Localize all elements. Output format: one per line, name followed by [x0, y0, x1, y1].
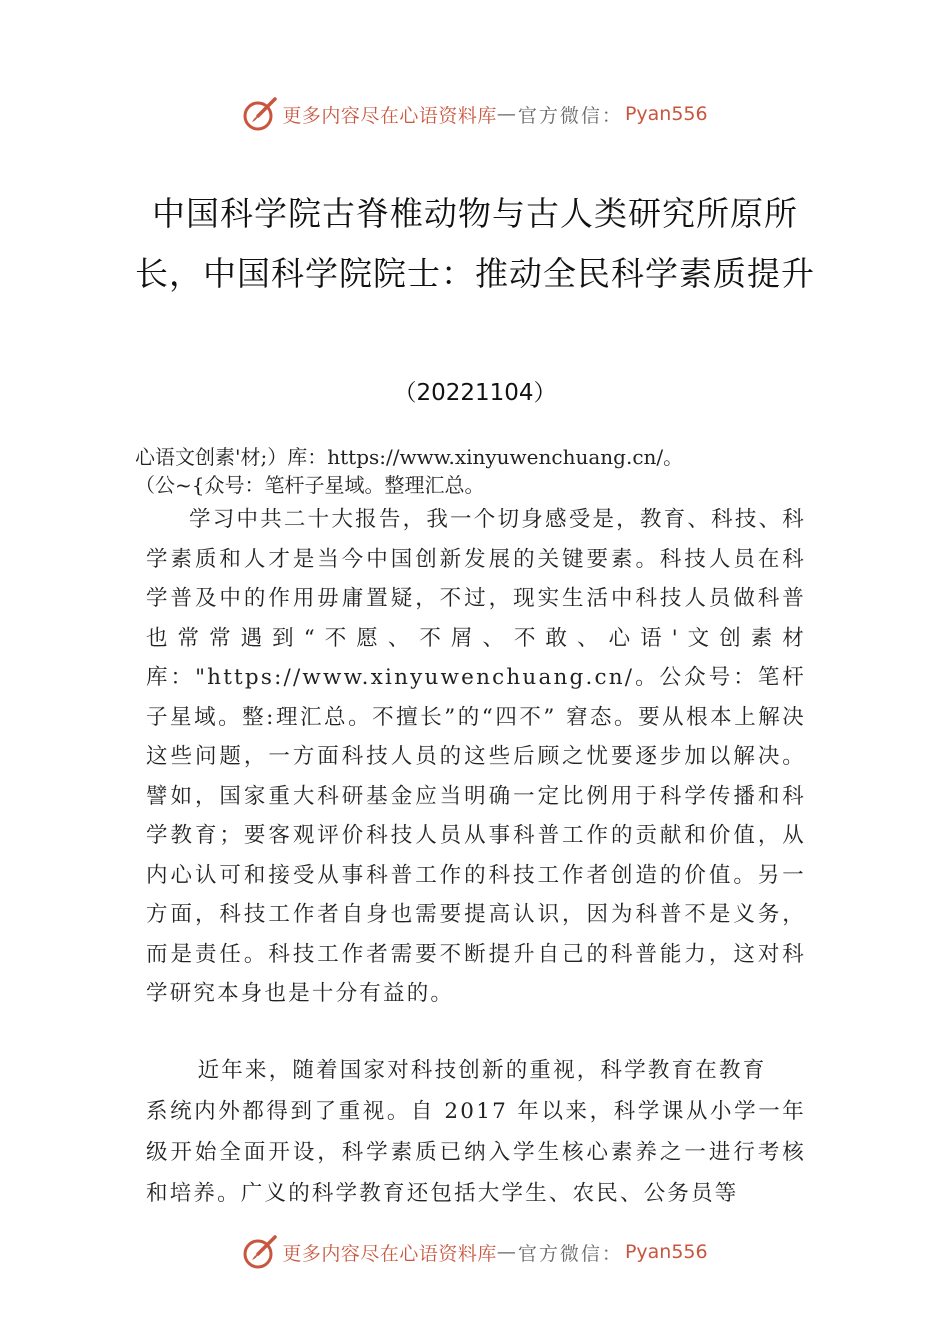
header-banner	[0, 94, 950, 134]
body-paragraph-2	[146, 1050, 806, 1214]
document-date: （20221104）	[393, 380, 557, 406]
source-line-1: 心语文创素'材;）库：https://www.xinyuwenchuang.cn/。	[135, 445, 684, 469]
banner-wechat-id: Pyan556	[624, 103, 708, 125]
body-paragraph-1: 学习中共二十大报告，我一个切身感受是，教育、科技、科学素质和人才是当今中国创新发展的关键要素。科技人员在科学普及中的作用毋庸置疑，不过，现实生活中科技人员做科普也常常遇到“不愿、不屑、不敢、心语'文创素材库："https://www.xinyuwenchuang.cn/。公众号：笔杆子星域。整:理汇总。不擅长”的“四不” 窘态。要从根本上解决这些问题，一方面科技人员的这些后顾之忧要逐步加以解决。譬如，国家重大科研基金应当明确一定比例用于科学传播和科学教育；要客观评价科技人员从事科普工作的贡献和价值，从内心认可和接受从事科普工作的科技工作者创造的价值。另一方面，科技工作者自身也需要提高认识，因为科普不是义务，而是责任。科技工作者需要不断提升自己的科普能力，这对科学研究本身也是十分有益的。	[146, 507, 806, 1006]
document-title: 中国科学院古脊椎动物与古人类研究所原所长，中国科学院院士：推动全民科学素质提升	[135, 194, 815, 293]
body-paragraph-2-lead: 近年来，随着国家对科技创新的重视，科学教育在教育	[197, 1058, 767, 1083]
source-note	[135, 443, 835, 499]
footer-banner	[0, 1232, 950, 1272]
footer-dash: —	[496, 1241, 518, 1263]
body-paragraph-2-rest: 系统内外都得到了重视。自 2017 年以来，科学课从小学一年级开始全面开设，科学素质已纳入学生核心素养之一进行考核和培养。广义的科学教育还包括大学生、农民、公务员等	[146, 1099, 806, 1206]
banner-wechat-label: 官方微信：	[517, 104, 623, 127]
brush-pen-circle-icon	[242, 96, 278, 132]
footer-wechat-label: 官方微信：	[517, 1242, 623, 1265]
footer-brand-text: 更多内容尽在心语资料库	[282, 1242, 497, 1265]
banner-dash: —	[496, 103, 518, 125]
source-line-2: （公~{众号：笔杆子星域。整理汇总。	[135, 473, 485, 497]
banner-brand-text: 更多内容尽在心语资料库	[282, 104, 497, 127]
footer-wechat-id: Pyan556	[624, 1241, 708, 1263]
brush-pen-circle-icon	[242, 1234, 278, 1270]
